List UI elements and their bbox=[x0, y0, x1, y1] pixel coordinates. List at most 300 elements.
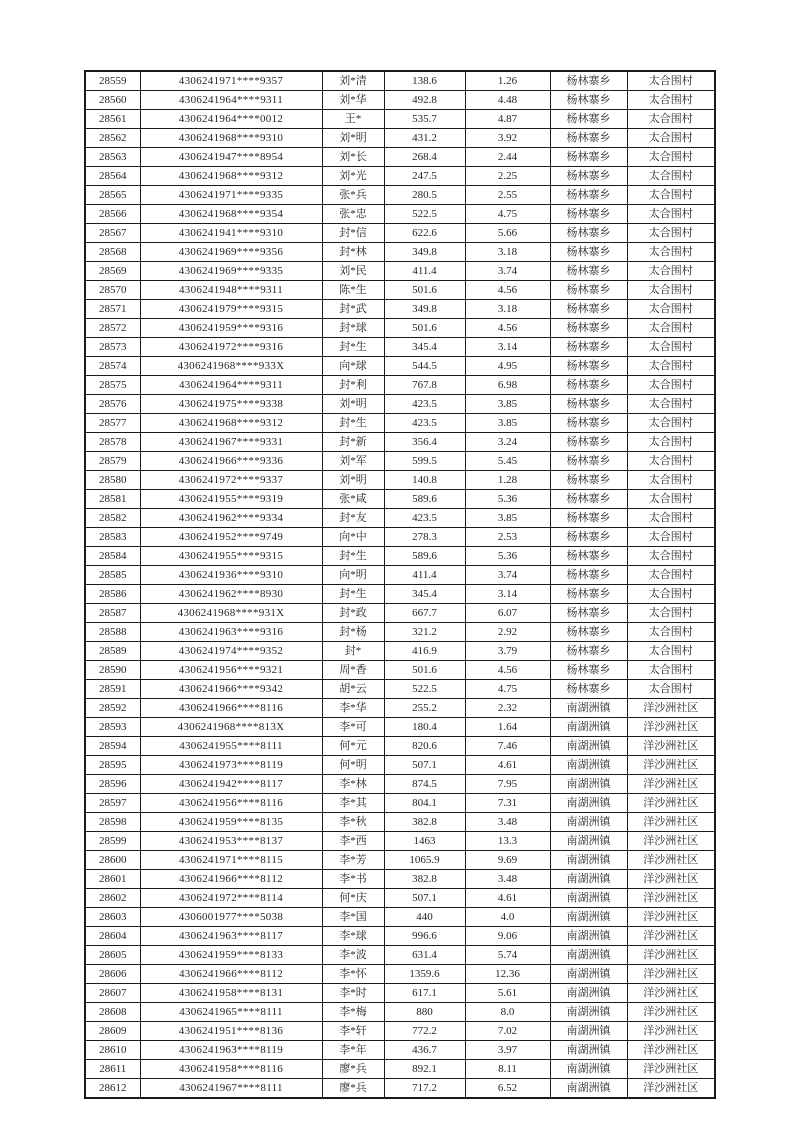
cell-amount: 416.9 bbox=[384, 642, 465, 661]
cell-area: 5.45 bbox=[465, 452, 550, 471]
cell-serial_no: 28573 bbox=[85, 338, 140, 357]
cell-township: 南湖洲镇 bbox=[550, 1041, 627, 1060]
cell-village: 太合围村 bbox=[627, 376, 715, 395]
cell-amount: 1065.9 bbox=[384, 851, 465, 870]
cell-area: 3.48 bbox=[465, 813, 550, 832]
cell-name_masked: 何*明 bbox=[322, 756, 384, 775]
cell-village: 太合围村 bbox=[627, 91, 715, 110]
cell-village: 洋沙洲社区 bbox=[627, 908, 715, 927]
cell-amount: 255.2 bbox=[384, 699, 465, 718]
cell-village: 洋沙洲社区 bbox=[627, 1022, 715, 1041]
cell-township: 杨林寨乡 bbox=[550, 167, 627, 186]
cell-village: 洋沙洲社区 bbox=[627, 794, 715, 813]
cell-township: 南湖洲镇 bbox=[550, 1079, 627, 1099]
cell-serial_no: 28574 bbox=[85, 357, 140, 376]
table-row bbox=[85, 452, 715, 471]
cell-township: 南湖洲镇 bbox=[550, 756, 627, 775]
cell-amount: 423.5 bbox=[384, 509, 465, 528]
cell-name_masked: 李*林 bbox=[322, 775, 384, 794]
cell-village: 洋沙洲社区 bbox=[627, 775, 715, 794]
cell-village: 太合围村 bbox=[627, 262, 715, 281]
cell-township: 南湖洲镇 bbox=[550, 1022, 627, 1041]
table-row bbox=[85, 623, 715, 642]
cell-village: 太合围村 bbox=[627, 680, 715, 699]
table-row bbox=[85, 528, 715, 547]
cell-name_masked: 封*球 bbox=[322, 319, 384, 338]
cell-serial_no: 28580 bbox=[85, 471, 140, 490]
cell-id_number_masked: 4306241969****9335 bbox=[140, 262, 322, 281]
table-row bbox=[85, 205, 715, 224]
cell-serial_no: 28611 bbox=[85, 1060, 140, 1079]
cell-village: 太合围村 bbox=[627, 338, 715, 357]
table-row bbox=[85, 338, 715, 357]
cell-serial_no: 28587 bbox=[85, 604, 140, 623]
cell-id_number_masked: 4306241947****8954 bbox=[140, 148, 322, 167]
cell-area: 8.11 bbox=[465, 1060, 550, 1079]
cell-area: 1.64 bbox=[465, 718, 550, 737]
cell-village: 太合围村 bbox=[627, 528, 715, 547]
cell-area: 2.32 bbox=[465, 699, 550, 718]
cell-area: 7.95 bbox=[465, 775, 550, 794]
cell-area: 1.28 bbox=[465, 471, 550, 490]
cell-amount: 631.4 bbox=[384, 946, 465, 965]
cell-township: 杨林寨乡 bbox=[550, 661, 627, 680]
cell-amount: 874.5 bbox=[384, 775, 465, 794]
cell-township: 杨林寨乡 bbox=[550, 110, 627, 129]
cell-amount: 411.4 bbox=[384, 566, 465, 585]
cell-serial_no: 28594 bbox=[85, 737, 140, 756]
cell-amount: 996.6 bbox=[384, 927, 465, 946]
table-row bbox=[85, 376, 715, 395]
cell-area: 4.61 bbox=[465, 889, 550, 908]
cell-name_masked: 张*咸 bbox=[322, 490, 384, 509]
cell-name_masked: 胡*云 bbox=[322, 680, 384, 699]
cell-area: 3.18 bbox=[465, 243, 550, 262]
cell-serial_no: 28610 bbox=[85, 1041, 140, 1060]
cell-area: 1.26 bbox=[465, 71, 550, 91]
cell-village: 洋沙洲社区 bbox=[627, 1060, 715, 1079]
cell-amount: 599.5 bbox=[384, 452, 465, 471]
cell-serial_no: 28578 bbox=[85, 433, 140, 452]
cell-serial_no: 28565 bbox=[85, 186, 140, 205]
cell-amount: 544.5 bbox=[384, 357, 465, 376]
cell-amount: 589.6 bbox=[384, 490, 465, 509]
cell-village: 洋沙洲社区 bbox=[627, 965, 715, 984]
cell-name_masked: 李*秋 bbox=[322, 813, 384, 832]
table-row bbox=[85, 737, 715, 756]
cell-name_masked: 李*时 bbox=[322, 984, 384, 1003]
cell-township: 南湖洲镇 bbox=[550, 965, 627, 984]
cell-village: 洋沙洲社区 bbox=[627, 1003, 715, 1022]
cell-amount: 247.5 bbox=[384, 167, 465, 186]
cell-amount: 804.1 bbox=[384, 794, 465, 813]
cell-area: 6.98 bbox=[465, 376, 550, 395]
table-row bbox=[85, 566, 715, 585]
cell-name_masked: 周*香 bbox=[322, 661, 384, 680]
cell-id_number_masked: 4306241964****0012 bbox=[140, 110, 322, 129]
cell-amount: 492.8 bbox=[384, 91, 465, 110]
table-body bbox=[85, 71, 715, 1098]
cell-area: 3.85 bbox=[465, 414, 550, 433]
cell-township: 南湖洲镇 bbox=[550, 737, 627, 756]
table-row bbox=[85, 946, 715, 965]
cell-id_number_masked: 4306241962****8930 bbox=[140, 585, 322, 604]
cell-area: 4.56 bbox=[465, 661, 550, 680]
cell-township: 杨林寨乡 bbox=[550, 300, 627, 319]
table-row bbox=[85, 870, 715, 889]
cell-area: 5.66 bbox=[465, 224, 550, 243]
cell-name_masked: 李*其 bbox=[322, 794, 384, 813]
cell-name_masked: 李*轩 bbox=[322, 1022, 384, 1041]
cell-area: 4.56 bbox=[465, 281, 550, 300]
cell-name_masked: 廖*兵 bbox=[322, 1079, 384, 1099]
cell-village: 太合围村 bbox=[627, 509, 715, 528]
cell-id_number_masked: 4306241963****8117 bbox=[140, 927, 322, 946]
cell-township: 杨林寨乡 bbox=[550, 148, 627, 167]
cell-area: 7.02 bbox=[465, 1022, 550, 1041]
cell-area: 8.0 bbox=[465, 1003, 550, 1022]
cell-name_masked: 刘*华 bbox=[322, 91, 384, 110]
cell-serial_no: 28575 bbox=[85, 376, 140, 395]
cell-amount: 436.7 bbox=[384, 1041, 465, 1060]
cell-township: 杨林寨乡 bbox=[550, 224, 627, 243]
cell-area: 4.75 bbox=[465, 680, 550, 699]
table-row bbox=[85, 148, 715, 167]
cell-name_masked: 王* bbox=[322, 110, 384, 129]
cell-id_number_masked: 4306241955****8111 bbox=[140, 737, 322, 756]
cell-id_number_masked: 4306241975****9338 bbox=[140, 395, 322, 414]
cell-id_number_masked: 4306241966****8112 bbox=[140, 870, 322, 889]
table-row bbox=[85, 547, 715, 566]
cell-id_number_masked: 4306241959****8133 bbox=[140, 946, 322, 965]
cell-amount: 268.4 bbox=[384, 148, 465, 167]
cell-village: 太合围村 bbox=[627, 110, 715, 129]
cell-township: 南湖洲镇 bbox=[550, 946, 627, 965]
cell-serial_no: 28604 bbox=[85, 927, 140, 946]
cell-name_masked: 李*波 bbox=[322, 946, 384, 965]
cell-township: 杨林寨乡 bbox=[550, 509, 627, 528]
cell-village: 太合围村 bbox=[627, 319, 715, 338]
cell-village: 太合围村 bbox=[627, 566, 715, 585]
table-row bbox=[85, 1041, 715, 1060]
table-row bbox=[85, 1060, 715, 1079]
cell-township: 杨林寨乡 bbox=[550, 585, 627, 604]
cell-id_number_masked: 4306241964****9311 bbox=[140, 376, 322, 395]
table-row bbox=[85, 471, 715, 490]
cell-village: 太合围村 bbox=[627, 243, 715, 262]
cell-name_masked: 李*国 bbox=[322, 908, 384, 927]
cell-township: 南湖洲镇 bbox=[550, 813, 627, 832]
cell-area: 12.36 bbox=[465, 965, 550, 984]
cell-village: 太合围村 bbox=[627, 357, 715, 376]
cell-township: 南湖洲镇 bbox=[550, 927, 627, 946]
cell-township: 杨林寨乡 bbox=[550, 566, 627, 585]
cell-area: 5.36 bbox=[465, 547, 550, 566]
cell-village: 太合围村 bbox=[627, 205, 715, 224]
cell-amount: 507.1 bbox=[384, 889, 465, 908]
cell-township: 杨林寨乡 bbox=[550, 414, 627, 433]
cell-township: 南湖洲镇 bbox=[550, 984, 627, 1003]
cell-serial_no: 28562 bbox=[85, 129, 140, 148]
cell-township: 杨林寨乡 bbox=[550, 680, 627, 699]
cell-serial_no: 28600 bbox=[85, 851, 140, 870]
cell-village: 洋沙洲社区 bbox=[627, 946, 715, 965]
table-row bbox=[85, 281, 715, 300]
cell-township: 南湖洲镇 bbox=[550, 794, 627, 813]
cell-serial_no: 28579 bbox=[85, 452, 140, 471]
table-row bbox=[85, 91, 715, 110]
cell-township: 杨林寨乡 bbox=[550, 471, 627, 490]
cell-township: 杨林寨乡 bbox=[550, 71, 627, 91]
cell-serial_no: 28563 bbox=[85, 148, 140, 167]
cell-serial_no: 28571 bbox=[85, 300, 140, 319]
cell-village: 太合围村 bbox=[627, 300, 715, 319]
cell-area: 2.53 bbox=[465, 528, 550, 547]
table-row bbox=[85, 908, 715, 927]
cell-name_masked: 封*生 bbox=[322, 414, 384, 433]
cell-id_number_masked: 4306241968****931X bbox=[140, 604, 322, 623]
cell-id_number_masked: 4306241948****9311 bbox=[140, 281, 322, 300]
cell-amount: 431.2 bbox=[384, 129, 465, 148]
cell-id_number_masked: 4306241952****9749 bbox=[140, 528, 322, 547]
cell-area: 3.79 bbox=[465, 642, 550, 661]
cell-township: 杨林寨乡 bbox=[550, 642, 627, 661]
cell-id_number_masked: 4306241968****9310 bbox=[140, 129, 322, 148]
cell-township: 南湖洲镇 bbox=[550, 1060, 627, 1079]
table-row bbox=[85, 642, 715, 661]
cell-township: 杨林寨乡 bbox=[550, 357, 627, 376]
cell-id_number_masked: 4306241971****9357 bbox=[140, 71, 322, 91]
cell-village: 太合围村 bbox=[627, 623, 715, 642]
cell-area: 3.74 bbox=[465, 566, 550, 585]
table-row bbox=[85, 699, 715, 718]
cell-village: 洋沙洲社区 bbox=[627, 718, 715, 737]
cell-area: 4.87 bbox=[465, 110, 550, 129]
cell-village: 太合围村 bbox=[627, 490, 715, 509]
cell-serial_no: 28577 bbox=[85, 414, 140, 433]
table-row bbox=[85, 262, 715, 281]
cell-serial_no: 28597 bbox=[85, 794, 140, 813]
cell-id_number_masked: 4306241964****9311 bbox=[140, 91, 322, 110]
cell-serial_no: 28601 bbox=[85, 870, 140, 889]
cell-township: 杨林寨乡 bbox=[550, 623, 627, 642]
cell-serial_no: 28602 bbox=[85, 889, 140, 908]
cell-name_masked: 刘*清 bbox=[322, 71, 384, 91]
cell-id_number_masked: 4306241971****8115 bbox=[140, 851, 322, 870]
cell-serial_no: 28603 bbox=[85, 908, 140, 927]
cell-township: 南湖洲镇 bbox=[550, 1003, 627, 1022]
cell-id_number_masked: 4306241953****8137 bbox=[140, 832, 322, 851]
cell-name_masked: 李*书 bbox=[322, 870, 384, 889]
table-row bbox=[85, 414, 715, 433]
cell-village: 洋沙洲社区 bbox=[627, 699, 715, 718]
table-row bbox=[85, 851, 715, 870]
cell-area: 3.92 bbox=[465, 129, 550, 148]
cell-name_masked: 李*西 bbox=[322, 832, 384, 851]
cell-area: 6.07 bbox=[465, 604, 550, 623]
cell-serial_no: 28581 bbox=[85, 490, 140, 509]
cell-id_number_masked: 4306001977****5038 bbox=[140, 908, 322, 927]
table-row bbox=[85, 433, 715, 452]
table-row bbox=[85, 490, 715, 509]
cell-area: 4.95 bbox=[465, 357, 550, 376]
cell-serial_no: 28586 bbox=[85, 585, 140, 604]
cell-village: 太合围村 bbox=[627, 224, 715, 243]
cell-name_masked: 刘*明 bbox=[322, 129, 384, 148]
cell-serial_no: 28607 bbox=[85, 984, 140, 1003]
cell-amount: 501.6 bbox=[384, 661, 465, 680]
cell-serial_no: 28592 bbox=[85, 699, 140, 718]
cell-amount: 717.2 bbox=[384, 1079, 465, 1099]
table-row bbox=[85, 927, 715, 946]
table-row bbox=[85, 319, 715, 338]
cell-id_number_masked: 4306241962****9334 bbox=[140, 509, 322, 528]
cell-amount: 535.7 bbox=[384, 110, 465, 129]
cell-id_number_masked: 4306241941****9310 bbox=[140, 224, 322, 243]
cell-township: 杨林寨乡 bbox=[550, 319, 627, 338]
cell-village: 洋沙洲社区 bbox=[627, 832, 715, 851]
cell-amount: 667.7 bbox=[384, 604, 465, 623]
table-row bbox=[85, 1003, 715, 1022]
cell-name_masked: 李*梅 bbox=[322, 1003, 384, 1022]
cell-id_number_masked: 4306241951****8136 bbox=[140, 1022, 322, 1041]
cell-amount: 349.8 bbox=[384, 243, 465, 262]
cell-name_masked: 封*生 bbox=[322, 338, 384, 357]
table-row bbox=[85, 395, 715, 414]
cell-serial_no: 28567 bbox=[85, 224, 140, 243]
cell-township: 杨林寨乡 bbox=[550, 528, 627, 547]
cell-serial_no: 28568 bbox=[85, 243, 140, 262]
cell-id_number_masked: 4306241955****9315 bbox=[140, 547, 322, 566]
cell-village: 太合围村 bbox=[627, 642, 715, 661]
cell-area: 4.0 bbox=[465, 908, 550, 927]
cell-name_masked: 封*武 bbox=[322, 300, 384, 319]
cell-area: 3.85 bbox=[465, 509, 550, 528]
cell-id_number_masked: 4306241965****8111 bbox=[140, 1003, 322, 1022]
cell-serial_no: 28599 bbox=[85, 832, 140, 851]
cell-amount: 617.1 bbox=[384, 984, 465, 1003]
cell-serial_no: 28561 bbox=[85, 110, 140, 129]
cell-village: 太合围村 bbox=[627, 395, 715, 414]
cell-area: 4.56 bbox=[465, 319, 550, 338]
cell-id_number_masked: 4306241963****8119 bbox=[140, 1041, 322, 1060]
cell-township: 南湖洲镇 bbox=[550, 775, 627, 794]
cell-serial_no: 28593 bbox=[85, 718, 140, 737]
cell-name_masked: 何*庆 bbox=[322, 889, 384, 908]
cell-amount: 356.4 bbox=[384, 433, 465, 452]
cell-amount: 880 bbox=[384, 1003, 465, 1022]
cell-village: 太合围村 bbox=[627, 148, 715, 167]
cell-village: 太合围村 bbox=[627, 547, 715, 566]
cell-area: 4.61 bbox=[465, 756, 550, 775]
cell-serial_no: 28576 bbox=[85, 395, 140, 414]
table-row bbox=[85, 300, 715, 319]
cell-amount: 180.4 bbox=[384, 718, 465, 737]
cell-name_masked: 李*芳 bbox=[322, 851, 384, 870]
cell-serial_no: 28605 bbox=[85, 946, 140, 965]
cell-id_number_masked: 4306241968****9354 bbox=[140, 205, 322, 224]
cell-township: 南湖洲镇 bbox=[550, 832, 627, 851]
cell-serial_no: 28564 bbox=[85, 167, 140, 186]
cell-area: 5.74 bbox=[465, 946, 550, 965]
cell-village: 洋沙洲社区 bbox=[627, 851, 715, 870]
cell-id_number_masked: 4306241968****813X bbox=[140, 718, 322, 737]
cell-area: 3.18 bbox=[465, 300, 550, 319]
cell-id_number_masked: 4306241968****933X bbox=[140, 357, 322, 376]
cell-village: 太合围村 bbox=[627, 129, 715, 148]
cell-township: 杨林寨乡 bbox=[550, 186, 627, 205]
cell-id_number_masked: 4306241967****8111 bbox=[140, 1079, 322, 1099]
cell-id_number_masked: 4306241958****8131 bbox=[140, 984, 322, 1003]
cell-serial_no: 28560 bbox=[85, 91, 140, 110]
cell-amount: 140.8 bbox=[384, 471, 465, 490]
cell-id_number_masked: 4306241959****9316 bbox=[140, 319, 322, 338]
cell-amount: 278.3 bbox=[384, 528, 465, 547]
cell-village: 洋沙洲社区 bbox=[627, 1041, 715, 1060]
cell-id_number_masked: 4306241936****9310 bbox=[140, 566, 322, 585]
cell-township: 杨林寨乡 bbox=[550, 91, 627, 110]
cell-name_masked: 李*可 bbox=[322, 718, 384, 737]
table-row bbox=[85, 965, 715, 984]
table-row bbox=[85, 1079, 715, 1099]
cell-village: 洋沙洲社区 bbox=[627, 737, 715, 756]
cell-id_number_masked: 4306241966****8112 bbox=[140, 965, 322, 984]
cell-village: 太合围村 bbox=[627, 471, 715, 490]
cell-serial_no: 28566 bbox=[85, 205, 140, 224]
cell-township: 南湖洲镇 bbox=[550, 851, 627, 870]
cell-id_number_masked: 4306241971****9335 bbox=[140, 186, 322, 205]
cell-id_number_masked: 4306241956****9321 bbox=[140, 661, 322, 680]
cell-township: 杨林寨乡 bbox=[550, 281, 627, 300]
cell-area: 3.24 bbox=[465, 433, 550, 452]
cell-township: 杨林寨乡 bbox=[550, 205, 627, 224]
cell-serial_no: 28591 bbox=[85, 680, 140, 699]
cell-serial_no: 28606 bbox=[85, 965, 140, 984]
cell-serial_no: 28582 bbox=[85, 509, 140, 528]
cell-id_number_masked: 4306241966****9336 bbox=[140, 452, 322, 471]
cell-area: 5.36 bbox=[465, 490, 550, 509]
table-row bbox=[85, 110, 715, 129]
cell-name_masked: 封*利 bbox=[322, 376, 384, 395]
cell-amount: 501.6 bbox=[384, 281, 465, 300]
cell-township: 杨林寨乡 bbox=[550, 376, 627, 395]
cell-amount: 440 bbox=[384, 908, 465, 927]
cell-amount: 1359.6 bbox=[384, 965, 465, 984]
cell-area: 3.14 bbox=[465, 338, 550, 357]
table-row bbox=[85, 718, 715, 737]
cell-amount: 589.6 bbox=[384, 547, 465, 566]
cell-village: 太合围村 bbox=[627, 604, 715, 623]
cell-amount: 423.5 bbox=[384, 395, 465, 414]
cell-township: 杨林寨乡 bbox=[550, 243, 627, 262]
cell-area: 2.92 bbox=[465, 623, 550, 642]
cell-area: 5.61 bbox=[465, 984, 550, 1003]
cell-township: 杨林寨乡 bbox=[550, 452, 627, 471]
cell-area: 13.3 bbox=[465, 832, 550, 851]
cell-amount: 345.4 bbox=[384, 338, 465, 357]
cell-name_masked: 封* bbox=[322, 642, 384, 661]
table-row bbox=[85, 509, 715, 528]
cell-amount: 1463 bbox=[384, 832, 465, 851]
cell-amount: 507.1 bbox=[384, 756, 465, 775]
cell-amount: 501.6 bbox=[384, 319, 465, 338]
cell-serial_no: 28608 bbox=[85, 1003, 140, 1022]
cell-serial_no: 28584 bbox=[85, 547, 140, 566]
cell-township: 杨林寨乡 bbox=[550, 490, 627, 509]
table-row bbox=[85, 794, 715, 813]
cell-id_number_masked: 4306241972****8114 bbox=[140, 889, 322, 908]
cell-amount: 321.2 bbox=[384, 623, 465, 642]
